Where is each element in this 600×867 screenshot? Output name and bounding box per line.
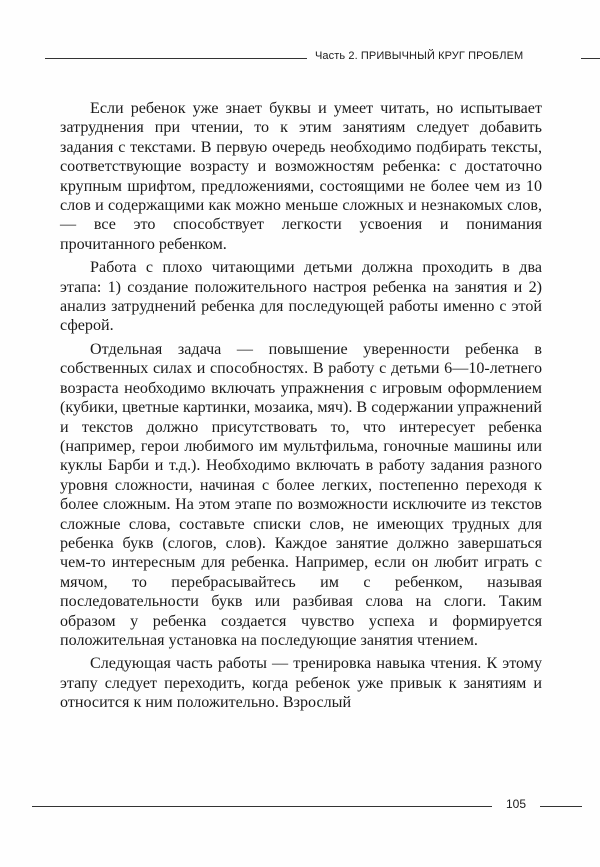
header-rule-left — [45, 58, 307, 59]
paragraph-1: Если ребенок уже знает буквы и умеет читать, но испытывает затруднения при чтении, то к этим занятиям следует добавить задания с текстами. В первую очередь необходимо подбирать тексты, соответствующие возрасту и возможностям ребенка: с достаточно крупным шрифтом, предложениями, состоящими не более чем из 10 слов и содержащими как можно меньше сложных и незнакомых слов, — все это способствует легкости усвоения и понимания прочитанного ребенком. — [60, 100, 542, 253]
footer-rule-left — [32, 806, 492, 807]
running-header-title: Часть 2. ПРИВЫЧНЫЙ КРУГ ПРОБЛЕМ — [315, 50, 524, 62]
footer-rule-right — [540, 806, 582, 807]
running-header — [45, 50, 590, 66]
paragraph-2: Работа с плохо читающими детьми должна проходить в два этапа: 1) создание положительного настроя ребенка на занятия и 2) анализ затруднений ребенка для последующей работы именно с этой сферой. — [60, 259, 542, 335]
header-rule-right — [581, 58, 600, 59]
body-text — [60, 99, 542, 717]
paragraph-3: Отдельная задача — повышение уверенности ребенка в собственных силах и способностях. В работу с детьми 6—10-летнего возраста необходимо включать упражнения с игровым оформлением (кубики, цветные картинки, мозаика, мяч). В содержании упражнений и текстов должно присутствовать то, что интересует ребенка (например, герои любимого им мультфильма, гоночные машины или куклы Барби и т.д.). Необходимо включать в работу задания разного уровня сложности, начиная с более легких, постепенно переходя к более сложным. На этом этапе по возможности исключите из текстов сложные слова, составьте списки слов, не имеющих трудных для ребенка букв (слогов, слов). Каждое занятие должно завершаться чем-то интересным для ребенка. Например, если он любит играть с мячом, то перебрасывайтесь им с ребенком, называя последовательности букв или разбивая слова на слоги. Таким образом у ребенка создается чувство успеха и формируется положительная установка на последующие занятия чтением. — [60, 340, 542, 649]
page-number: 105 — [506, 797, 527, 811]
page-footer — [32, 797, 582, 815]
paragraph-4: Следующая часть работы — тренировка навыка чтения. К этому этапу следует переходить, когда ребенок уже привык к занятиям и относится к ним положительно. Взрослый — [60, 655, 542, 712]
